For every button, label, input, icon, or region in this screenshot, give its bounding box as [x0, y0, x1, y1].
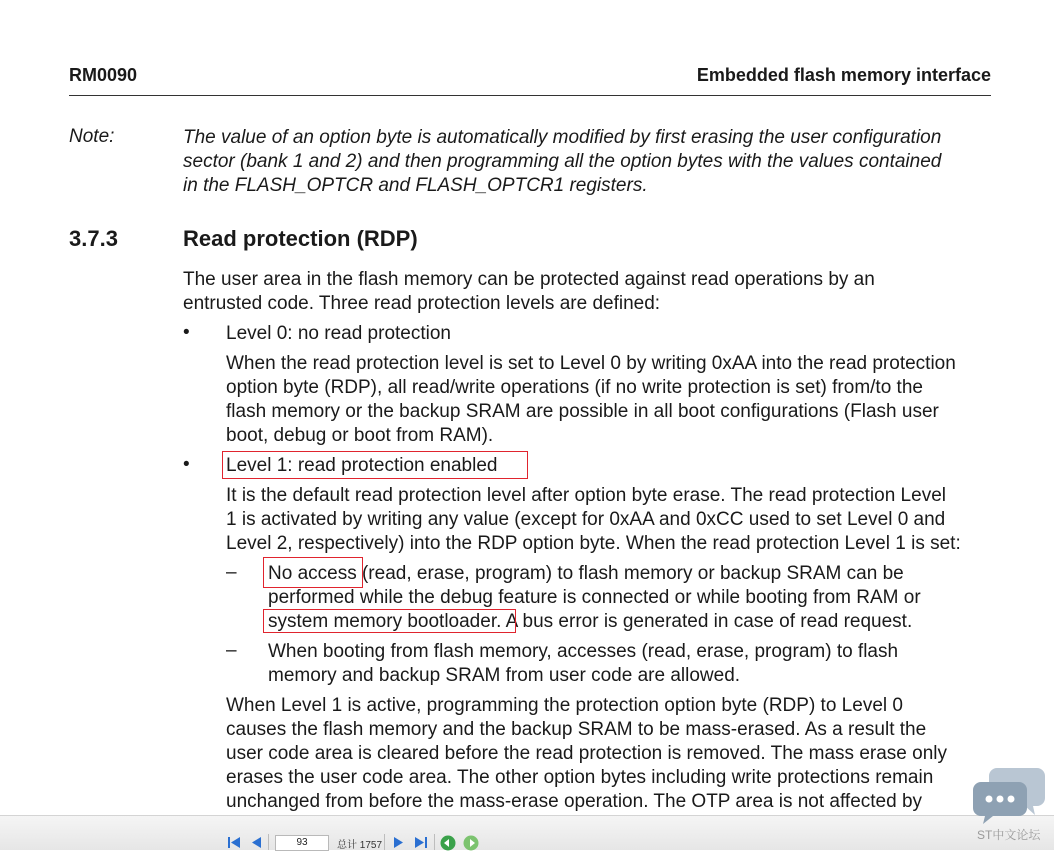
- total-pages: 总计 1757: [337, 840, 383, 851]
- last-page-icon[interactable]: [413, 835, 428, 850]
- intro-line: entrusted code. Three read protection levels are defined:: [183, 293, 661, 314]
- level1-line: Level 2, respectively) into the RDP option byte. When the read protection Level 1 is set:: [226, 533, 961, 554]
- after-line: When Level 1 is active, programming the protection option byte (RDP) to Level 0: [226, 695, 903, 716]
- level1-line: 1 is activated by writing any value (except for 0xAA and 0xCC used to set Level 0 and: [226, 509, 946, 530]
- level1-after-paragraph: [226, 694, 947, 814]
- dash1-line: [268, 562, 988, 586]
- after-line: erases the user code area. The other option bytes including write protections remain: [226, 767, 934, 788]
- note-line: The value of an option byte is automatically modified by first erasing the user configuration: [183, 127, 942, 148]
- dash2-paragraph: [268, 640, 898, 688]
- level0-line: flash memory or the backup SRAM are possible in all boot configurations (Flash user: [226, 401, 939, 422]
- after-line: unchanged from before the mass-erase operation. The OTP area is not affected by: [226, 791, 923, 812]
- section-number: 3.7.3: [69, 226, 118, 251]
- doc-id: RM0090: [69, 65, 138, 85]
- dash1-text: A bus error is generated in case of read request.: [501, 611, 913, 632]
- bullet-marker: •: [183, 454, 190, 475]
- level0-description: [226, 352, 956, 448]
- dash1-line: [268, 610, 988, 634]
- after-line: user code area is cleared before the read protection is removed. The mass erase only: [226, 743, 947, 764]
- level1-description: [226, 484, 961, 556]
- toolbar-divider: [268, 834, 269, 850]
- level0-line: option byte (RDP), all read/write operations (if no write protection is set) from/to the: [226, 377, 923, 398]
- dash1-text: (read, erase, program) to flash memory or backup SRAM can be: [356, 563, 904, 584]
- next-page-icon[interactable]: [391, 835, 406, 850]
- note-line: sector (bank 1 and 2) and then programming all the option bytes with the values contained: [183, 151, 942, 172]
- dash1-line: performed while the debug feature is connected or while booting from RAM or: [268, 587, 921, 608]
- chat-bubble-icon[interactable]: [973, 764, 1049, 824]
- note-line: in the FLASH_OPTCR and FLASH_OPTCR1 registers.: [183, 175, 648, 196]
- intro-paragraph: [183, 268, 875, 316]
- viewer-toolbar: [0, 815, 1054, 850]
- section-title: Read protection (RDP): [183, 226, 418, 251]
- bullet-marker: •: [183, 322, 190, 343]
- intro-line: The user area in the flash memory can be protected against read operations by an: [183, 269, 875, 290]
- prev-page-icon[interactable]: [249, 835, 264, 850]
- dash2-line: When booting from flash memory, accesses (read, erase, program) to flash: [268, 641, 899, 662]
- note-label: Note:: [69, 126, 115, 147]
- dash1-paragraph: [268, 562, 988, 634]
- after-line: causes the flash memory and the backup SRAM to be mass-erased. As a result the: [226, 719, 927, 740]
- first-page-icon[interactable]: [227, 835, 242, 850]
- note-body: [183, 126, 988, 198]
- toolbar-divider: [384, 834, 385, 850]
- dash-marker: –: [226, 562, 237, 583]
- level0-line: When the read protection level is set to Level 0 by writing 0xAA into the read protection: [226, 353, 956, 374]
- level0-title: Level 0: no read protection: [226, 323, 451, 344]
- page-number-input[interactable]: 93: [275, 835, 329, 851]
- chapter-title: Embedded flash memory interface: [696, 65, 991, 85]
- dash-marker: –: [226, 640, 237, 661]
- level1-line: It is the default read protection level after option byte erase. The read protection Level: [226, 485, 946, 506]
- level1-title: Level 1: read protection enabled: [226, 455, 498, 476]
- toolbar-divider: [434, 834, 435, 850]
- level0-line: boot, debug or boot from RAM).: [226, 425, 494, 446]
- page-header: [69, 64, 991, 96]
- no-access-text: No access: [268, 563, 357, 584]
- forum-watermark: ST中文论坛: [977, 828, 1041, 842]
- bootloader-text: system memory bootloader.: [268, 611, 502, 632]
- dash2-line: memory and backup SRAM from user code are allowed.: [268, 665, 741, 686]
